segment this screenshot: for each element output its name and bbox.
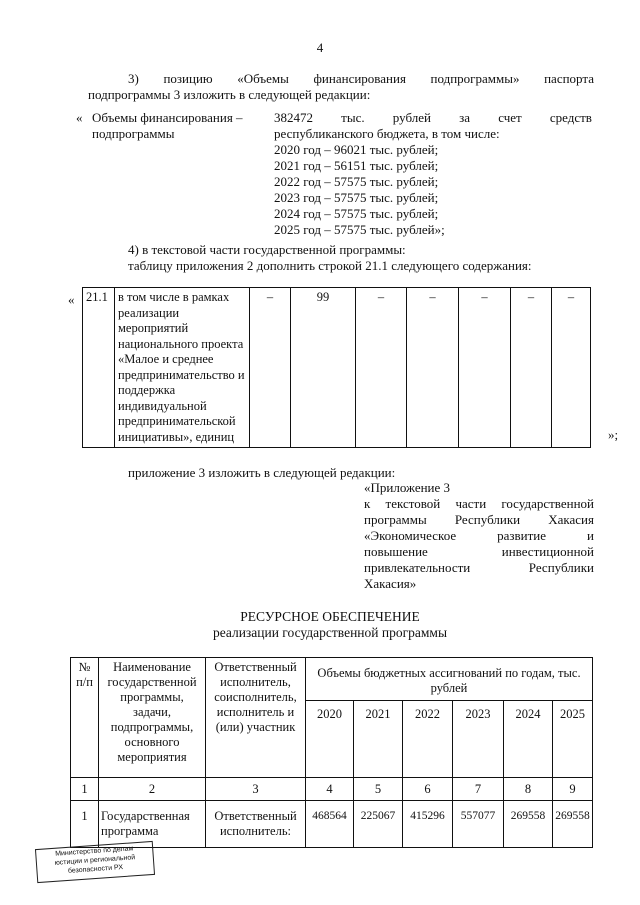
stamp-line: безопасности РХ [67, 864, 124, 875]
item4-line2: таблицу приложения 2 дополнить строкой 21.1 следующего содержания: [128, 258, 532, 273]
row21-cell: – [552, 288, 591, 448]
word: Республики [528, 560, 594, 575]
passport-label [92, 110, 243, 142]
row21-open-quote: « [68, 292, 75, 307]
word: повышение [364, 544, 428, 559]
row21-name: в том числе в рамках реализации мероприятий национального проекта «Малое и среднее предпринимательство и поддержка индивидуальной предпринимательской инициативы», единиц [115, 288, 250, 448]
word: к [364, 496, 371, 511]
header-name: Наименование государственной программы, задачи, подпрограммы, основного мероприятия [99, 658, 206, 778]
appendix-header-line6 [364, 560, 594, 576]
row-value: 269558 [553, 801, 593, 848]
header-executor: Ответственный исполнитель, соисполнитель, исполнитель и (или) участник [206, 658, 306, 778]
passport-label-line1: Объемы финансирования – [92, 110, 243, 125]
item4-line1: 4) в текстовой части государственной программы: [128, 242, 406, 257]
col-number: 1 [71, 778, 99, 801]
passport-text-line1 [274, 110, 592, 126]
table-colnum-row [71, 778, 593, 801]
word: государственной [501, 496, 594, 511]
word: «Объемы [237, 71, 289, 86]
header-year: 2022 [403, 701, 453, 778]
row21-close-quote: »; [608, 427, 619, 442]
col-number: 8 [504, 778, 553, 801]
appendix-header-line3 [364, 512, 594, 528]
row-value: 269558 [504, 801, 553, 848]
header-year: 2023 [453, 701, 504, 778]
table-header-row [71, 658, 593, 701]
header-year: 2021 [354, 701, 403, 778]
col-number: 4 [306, 778, 354, 801]
appendix-header-line1: «Приложение 3 [364, 480, 451, 495]
page-title: РЕСУРСНОЕ ОБЕСПЕЧЕНИЕ [240, 609, 420, 624]
word: «Экономическое [364, 528, 457, 543]
word: счет [498, 110, 522, 125]
word: и [587, 528, 594, 543]
passport-year-line: 2022 год – 57575 тыс. рублей; [274, 174, 439, 189]
header-year: 2025 [553, 701, 593, 778]
col-number: 5 [354, 778, 403, 801]
item3-line2: подпрограммы 3 изложить в следующей редакции: [88, 87, 371, 102]
row21-cell: 99 [291, 288, 356, 448]
appendix-header-line5 [364, 544, 594, 560]
row-value: 225067 [354, 801, 403, 848]
row-value: 557077 [453, 801, 504, 848]
header-year: 2020 [306, 701, 354, 778]
passport-year-line: 2020 год – 96021 тыс. рублей; [274, 142, 439, 157]
word: 382472 [274, 110, 313, 125]
page-number: 4 [316, 40, 324, 55]
col-number: 3 [206, 778, 306, 801]
col-number: 6 [403, 778, 453, 801]
col-number: 7 [453, 778, 504, 801]
word: 3) [128, 71, 139, 86]
word: за [459, 110, 471, 125]
row21-cell: – [250, 288, 291, 448]
stamp-line: Министерство по делам [54, 845, 134, 858]
stamp-line: юстиции и региональной [54, 854, 136, 867]
row-value: 468564 [306, 801, 354, 848]
table-row [83, 288, 591, 448]
row21-cell: – [356, 288, 407, 448]
col-number: 9 [553, 778, 593, 801]
appendix-intro: приложение 3 изложить в следующей редакции: [128, 465, 396, 480]
word: текстовой [385, 496, 441, 511]
row-value: 415296 [403, 801, 453, 848]
item3-line1 [128, 71, 594, 87]
word: развитие [497, 528, 547, 543]
appendix-header-line4 [364, 528, 594, 544]
row21-cell: – [511, 288, 552, 448]
row21-cell: – [407, 288, 459, 448]
row-executor: Ответственный исполнитель: [206, 801, 306, 848]
resource-table [70, 657, 593, 848]
word: привлекательности [364, 560, 471, 575]
passport-year-line: 2021 год – 56151 тыс. рублей; [274, 158, 439, 173]
passport-text-line2: республиканского бюджета, в том числе: [274, 126, 500, 141]
passport-year-line: 2025 год – 57575 тыс. рублей»; [274, 222, 445, 237]
passport-year-line: 2024 год – 57575 тыс. рублей; [274, 206, 439, 221]
word: рублей [392, 110, 431, 125]
word: программы [364, 512, 427, 527]
passport-year-line: 2023 год – 57575 тыс. рублей; [274, 190, 439, 205]
passport-text [274, 110, 592, 238]
word: Хакасия [548, 512, 594, 527]
word: подпрограммы» [430, 71, 520, 86]
header-budget: Объемы бюджетных ассигнований по годам, тыс. рублей [306, 658, 593, 701]
word: позицию [163, 71, 213, 86]
col-number: 2 [99, 778, 206, 801]
row-num: 1 [71, 801, 99, 848]
passport-label-line2: подпрограммы [92, 126, 175, 141]
passport-open-quote: « [76, 110, 83, 125]
page-subtitle: реализации государственной программы [212, 625, 448, 640]
ministry-stamp [35, 841, 155, 883]
appendix-header-line2 [364, 496, 594, 512]
row-name: Государственная программа [99, 801, 206, 848]
word: Республики [454, 512, 521, 527]
word: тыс. [341, 110, 365, 125]
header-year: 2024 [504, 701, 553, 778]
word: средств [549, 110, 592, 125]
word: финансирования [313, 71, 406, 86]
word: паспорта [544, 71, 594, 86]
word: инвестиционной [501, 544, 594, 559]
word: части [455, 496, 487, 511]
row21-table [82, 287, 591, 448]
row21-cell: – [459, 288, 511, 448]
header-num: № п/п [71, 658, 99, 778]
appendix-header [364, 480, 594, 592]
row21-num: 21.1 [83, 288, 115, 448]
appendix-header-line7: Хакасия» [364, 576, 417, 591]
